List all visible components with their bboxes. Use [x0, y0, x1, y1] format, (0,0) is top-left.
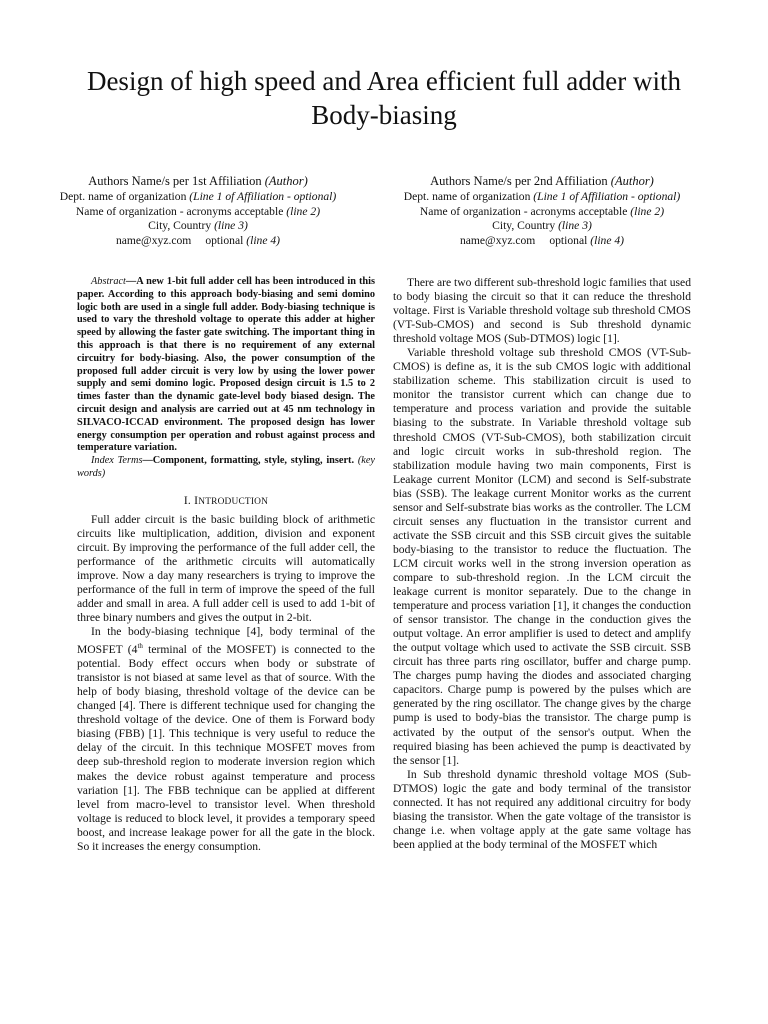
author-dept-note: (Line 1 of Affiliation - optional)	[189, 190, 337, 204]
author-email-line	[38, 234, 358, 248]
body-paragraph: Variable threshold voltage sub threshold CMOS (VT-Sub-CMOS) is define as, it is the sub CMOS logic with additional stabilization scheme. This stabilization circuit is used to monitor the transistor current which can change due to temperature and process variation and provide the suitable biasing to the substrate. In Variable threshold voltage sub threshold CMOS (VT-Sub-CMOS), both stabilization circuit and logic circuit works in sub-threshold region. The stabilization module having two main components, First is Leakage current Monitor (LCM) and second is Self-substrate bias (SSB). The leakage current Monitor works as the current sensor and Self-substrate bias works as the controller. The LCM circuit senses any fluctuation in the transistor current and activate the SSB circuit and this SSB circuit gives the suitable body-biasing to the transistor to reduce the fluctuation. The LCM circuit works well in the strong inversion operation as compare to sub-threshold region. .In the LCM circuit the leakage current is monitor separately. Due to the change in temperature and process variation [1], it changes the conduction of sensor transistor. The change in the conduction gives the output voltage. An error amplifier is used to detect and amplify the output voltage which used to activate the SSB circuit. SSB circuit has three parts ring oscillator, buffer and charge pump. The charges pump having the diodes and associated charging capacitors. Charge pump is powered by the pulses which are generated by the ring oscillator. The change gives by the charge pump is used to body-bias the transistor. The charge pump is activated by the output of the sensor's output. When the required biasing has been achieved the pump is deactivated by the sensor [1].	[393, 346, 691, 767]
author-org: Name of organization - acronyms acceptable	[419, 204, 628, 218]
author-note: (Author)	[610, 174, 654, 188]
paragraph-text: In the body-biasing technique [4], body terminal of the MOSFET (4	[77, 625, 375, 657]
body-paragraph: There are two different sub-threshold logic families that used to body biasing the circuit so that it can reduce the threshold voltage. First is Variable threshold voltage sub threshold CMOS (VT-Sub-CMOS) and second is Sub threshold dynamic threshold voltage MOS (Sub-DTMOS) logic [1].	[393, 276, 691, 346]
section-initial: I	[194, 493, 199, 507]
author-org-line	[38, 205, 358, 219]
body-paragraph: In Sub threshold dynamic threshold voltage MOS (Sub-DTMOS) logic the gate and body terminal of the transistor connected. It has not required any additional circuitry for body biasing the transistor. When the gate voltage of the transistor is change i.e. when voltage apply at the gate same voltage has been applied at the body terminal of the MOSFET which	[393, 767, 691, 851]
author-org-note: (line 2)	[286, 204, 321, 218]
section-title-rest: NTRODUCTION	[198, 496, 269, 507]
author-city-line	[382, 219, 702, 233]
abstract-text: —A new 1-bit full adder cell has been introduced in this paper. According to this approach body-biasing and semi domino logic both are used in a single full adder. Body-biasing technique is used to vary the threshold voltage to operate this adder at higher speed by allowing the faster gate switching. The important thing in this approach is that there is no requirement of any external circuitry for body-biasing. Also, the power consumption of the proposed full adder circuit is very low by using the lower power supply and semi domino logic. Proposed design circuit is 1.5 to 2 times faster than the dynamic gate-level body biased design. The circuit design and analysis are carried out at 45 nm technology in SILVACO-ICCAD environment. The proposed design has lower energy consumption per operation and robust against process and temperature variation.	[77, 276, 375, 454]
index-terms	[77, 455, 375, 481]
author-city: City, Country	[492, 219, 556, 233]
author-optional: optional	[205, 233, 244, 247]
author-dept-note: (Line 1 of Affiliation - optional)	[533, 190, 681, 204]
author-city: City, Country	[148, 219, 212, 233]
author-optional-note: (line 4)	[246, 233, 281, 247]
index-terms-lead: Index Terms	[91, 455, 143, 467]
body-paragraph	[77, 625, 375, 854]
author-city-note: (line 3)	[558, 219, 592, 233]
author-email: name@xyz.com	[459, 233, 536, 247]
author-optional: optional	[549, 233, 588, 247]
author-dept: Dept. name of organization	[403, 190, 531, 204]
author-city-note: (line 3)	[214, 219, 248, 233]
author-org: Name of organization - acronyms acceptable	[75, 204, 284, 218]
author-name-line	[382, 174, 702, 188]
abstract	[77, 276, 375, 455]
body-paragraph: Full adder circuit is the basic building block of arithmetic circuits like multiplication, addition, division and exponent circuit. By improving the performance of the full adder cell, the performance of the arithmetic circuits will automatically improve. Now a day many researchers is trying to improve the performance of the full in term of improve the speed of the full adder and small in area. A full adder cell is used to add 1-bit of three binary numbers and gives the output in 2-bit.	[77, 512, 375, 625]
author-note: (Author)	[264, 174, 308, 188]
section-number: I.	[183, 493, 192, 507]
superscript: th	[137, 642, 143, 651]
author-name: Authors Name/s per 1st Affiliation	[88, 174, 262, 188]
abstract-lead: Abstract	[91, 276, 126, 287]
author-block-1	[38, 174, 358, 248]
index-terms-note: (key words)	[77, 455, 375, 479]
index-terms-text: —Component, formatting, style, styling, insert.	[142, 455, 355, 467]
author-dept: Dept. name of organization	[59, 190, 187, 204]
author-dept-line	[382, 190, 702, 204]
author-city-line	[38, 219, 358, 233]
author-block-2	[382, 174, 702, 248]
left-column	[77, 276, 375, 854]
author-email-line	[382, 234, 702, 248]
paper-title: Design of high speed and Area efficient full adder with Body-biasing	[86, 66, 682, 130]
author-org-note: (line 2)	[630, 204, 665, 218]
author-org-line	[382, 205, 702, 219]
author-dept-line	[38, 190, 358, 204]
right-column	[393, 276, 691, 852]
author-name: Authors Name/s per 2nd Affiliation	[430, 174, 608, 188]
author-optional-note: (line 4)	[590, 233, 625, 247]
author-email: name@xyz.com	[115, 233, 192, 247]
paragraph-text: terminal of the MOSFET) is connected to the potential. Body effect occurs when body or substrate of transistor is not biased at same level as that of source. With the help of body biasing, threshold voltage of the device can be changed [4]. There is different technique used for changing the threshold voltage of the device. One of them is Forward body biasing (FBB) [1]. This technique is very useful to reduce the delay of the circuit. In this technique MOSFET moves from deep sub-threshold region to moderate inversion region which makes the device robust against temperature and process variation [1]. The FBB technique can be applied at different level from macro-level to transistor level. When threshold voltage is reduced to block level, it provides a temporary speed boost, and increase leakage power for all the gate in the block. So it increases the energy consumption.	[77, 643, 376, 853]
author-name-line	[38, 174, 358, 188]
section-heading-introduction	[77, 494, 375, 509]
